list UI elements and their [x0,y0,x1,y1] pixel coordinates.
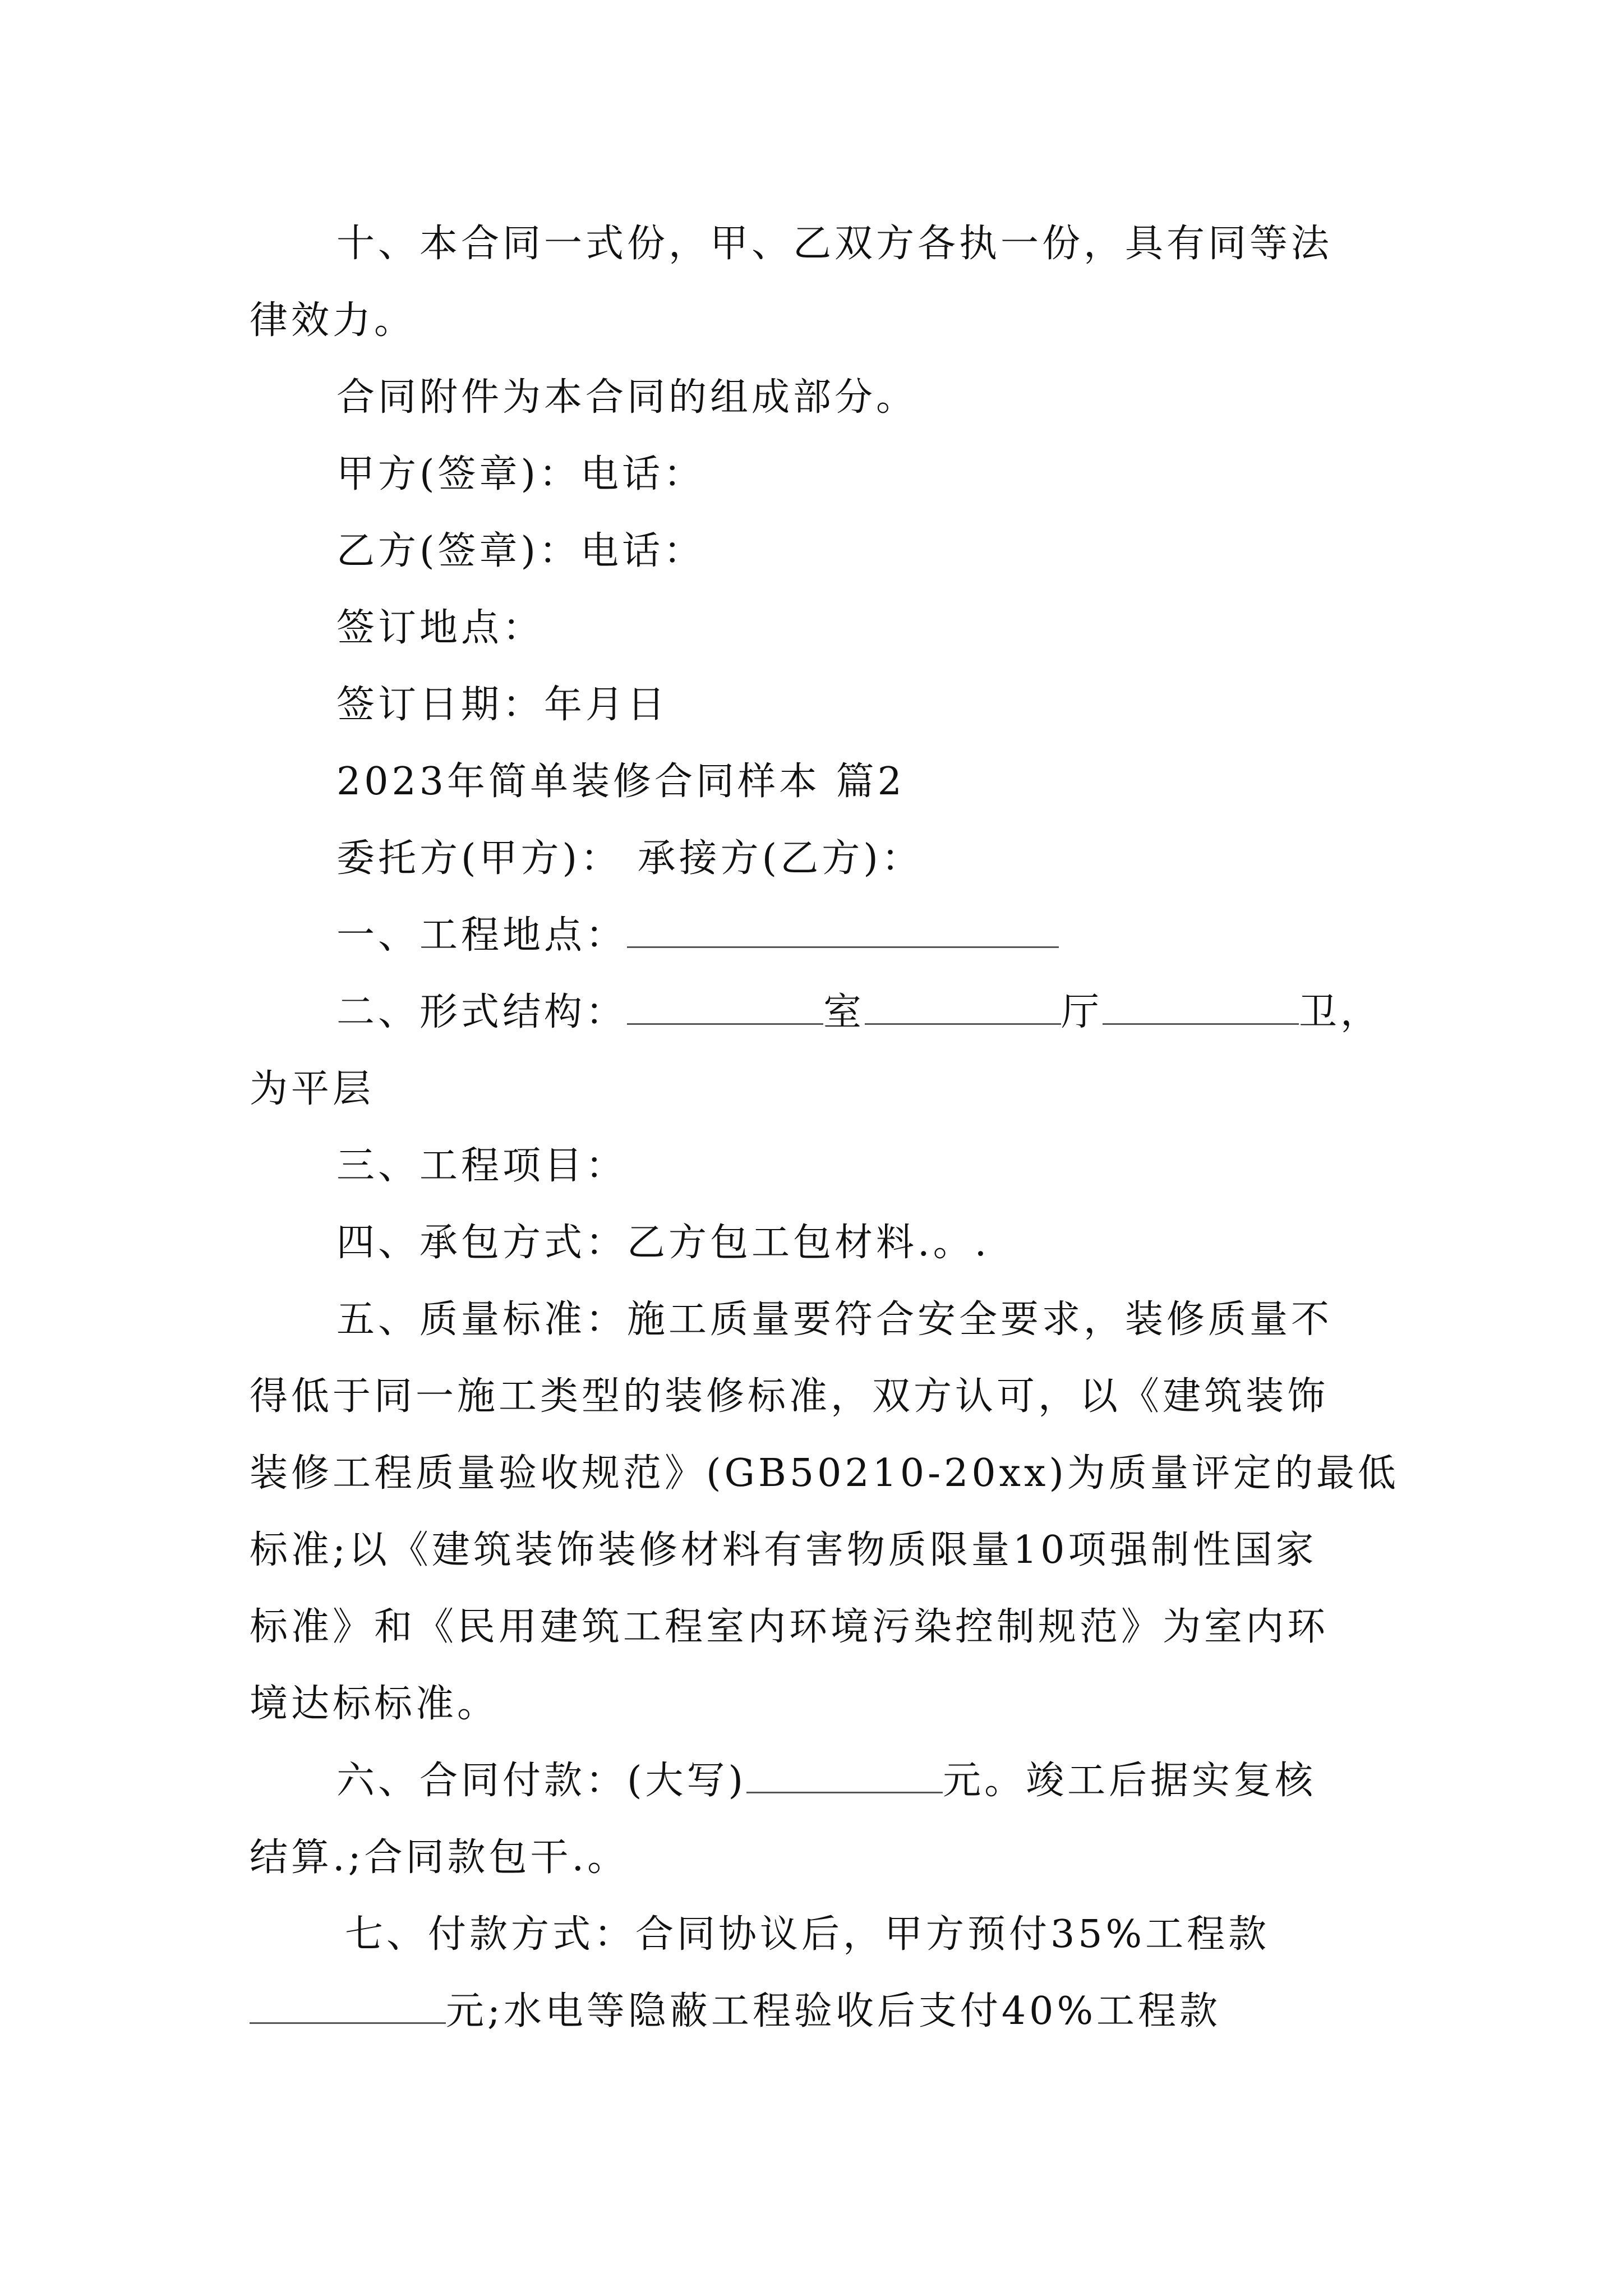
room-label: 室 [823,990,865,1034]
text-line: 结算.;合同款包干.。 [250,1835,629,1880]
text-line: 律效力。 [250,298,416,343]
text-line: 签订日期：年月日 [336,683,669,727]
text-line [336,1753,1388,1809]
blank-field [746,1757,943,1793]
text-line: 为平层 [250,1067,375,1111]
field-label: 二、形式结构： [336,990,628,1034]
text-line: 四、承包方式：乙方包工包材料.。. [336,1221,990,1265]
text-line [336,908,1388,964]
field-label: 一、工程地点： [336,913,628,958]
text-line [250,1984,1388,2040]
text-line: 境达标标准。 [250,1682,499,1726]
text-segment: 元;水电等隐蔽工程验收后支付40%工程款 [446,1989,1221,2033]
hall-label: 厅 [1061,990,1103,1034]
text-line: 委托方(甲方)： 承接方(乙方)： [336,836,923,881]
blank-field [250,1987,446,2024]
text-line: 甲方(签章)：电话： [336,452,706,496]
text-line: 十、本合同一式份，甲、乙双方各执一份，具有同等法 [336,222,1333,266]
blank-field [627,988,823,1025]
blank-field [627,912,1059,948]
text-line: 标准》和《民用建筑工程室内环境污染控制规范》为室内环 [250,1605,1329,1649]
text-line: 三、工程项目： [336,1144,628,1188]
text-line: 七、付款方式：合同协议后，甲方预付35%工程款 [345,1912,1270,1957]
bath-label: 卫， [1299,990,1382,1034]
text-line: 合同附件为本合同的组成部分。 [336,375,918,420]
text-line: 标准;以《建筑装饰装修材料有害物质限量10项强制性国家 [250,1528,1317,1572]
text-line: 五、质量标准：施工质量要符合安全要求，装修质量不 [336,1297,1333,1342]
text-line: 乙方(签章)：电话： [336,529,706,573]
text-line: 装修工程质量验收规范》(GB50210-20xx)为质量评定的最低 [250,1451,1399,1496]
field-label: 六、合同付款：(大写) [336,1759,747,1803]
text-line [336,984,1388,1041]
text-segment: 元。竣工后据实复核 [943,1759,1317,1803]
blank-field [1103,988,1299,1025]
section-heading: 2023年简单装修合同样本 篇2 [336,760,905,804]
text-line: 得低于同一施工类型的装修标准，双方认可，以《建筑装饰 [250,1374,1329,1419]
text-line: 签订地点： [336,606,545,650]
blank-field [865,988,1061,1025]
